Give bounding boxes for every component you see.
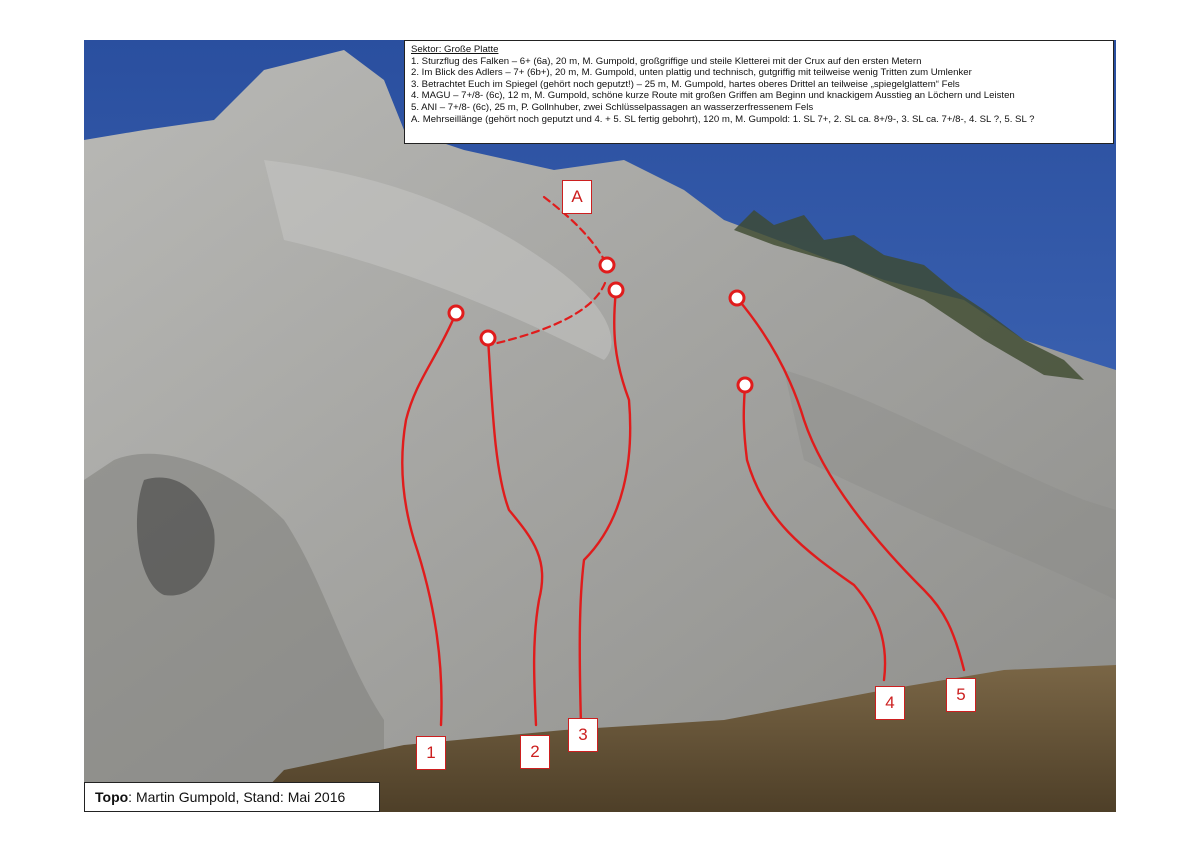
route-legend (404, 40, 1114, 144)
legend-route-a: A. Mehrseillänge (gehört noch geputzt und 4. + 5. SL fertig gebohrt), 120 m, M. Gumpold: 1. SL 7+, 2. SL ca. 8+/9-, 3. SL ca. 7+/8-, 4. SL ?, 5. SL ? (411, 113, 1035, 125)
credit-text: : Martin Gumpold, Stand: Mai 2016 (128, 789, 346, 805)
route-marker-a: A (562, 180, 592, 214)
anchor-3 (609, 283, 623, 297)
credit-label: Topo (95, 789, 129, 805)
legend-route-4: 4. MAGU – 7+/8- (6c), 12 m, M. Gumpold, schöne kurze Route mit großen Griffen am Beginn und knackigem Ausstieg an Löchern und Leisten (411, 90, 1015, 102)
route-marker-2: 2 (520, 735, 550, 769)
topo-credit (84, 782, 380, 812)
route-marker-1: 1 (416, 736, 446, 770)
anchor-a (600, 258, 614, 272)
legend-route-1: 1. Sturzflug des Falken – 6+ (6a), 20 m, M. Gumpold, großgriffige und steile Kletterei mit der Crux auf den ersten Metern (411, 55, 922, 67)
legend-route-5: 5. ANI – 7+/8- (6c), 25 m, P. Gollnhuber, zwei Schlüsselpassagen an wasserzerfressenem Fels (411, 101, 814, 113)
anchor-1 (449, 306, 463, 320)
anchor-2 (481, 331, 495, 345)
legend-title: Sektor: Große Platte (411, 44, 499, 55)
anchor-4 (738, 378, 752, 392)
route-marker-3: 3 (568, 718, 598, 752)
route-marker-5: 5 (946, 678, 976, 712)
anchor-5 (730, 291, 744, 305)
legend-route-2: 2. Im Blick des Adlers – 7+ (6b+), 20 m, M. Gumpold, unten plattig und technisch, gutgriffig mit teilweise wenig Tritten zum Umlenker (411, 67, 972, 79)
legend-route-3: 3. Betrachtet Euch im Spiegel (gehört noch geputzt!) – 25 m, M. Gumpold, hartes oberes Drittel an teilweise „spiegelglattem“ Fels (411, 78, 960, 90)
route-marker-4: 4 (875, 686, 905, 720)
